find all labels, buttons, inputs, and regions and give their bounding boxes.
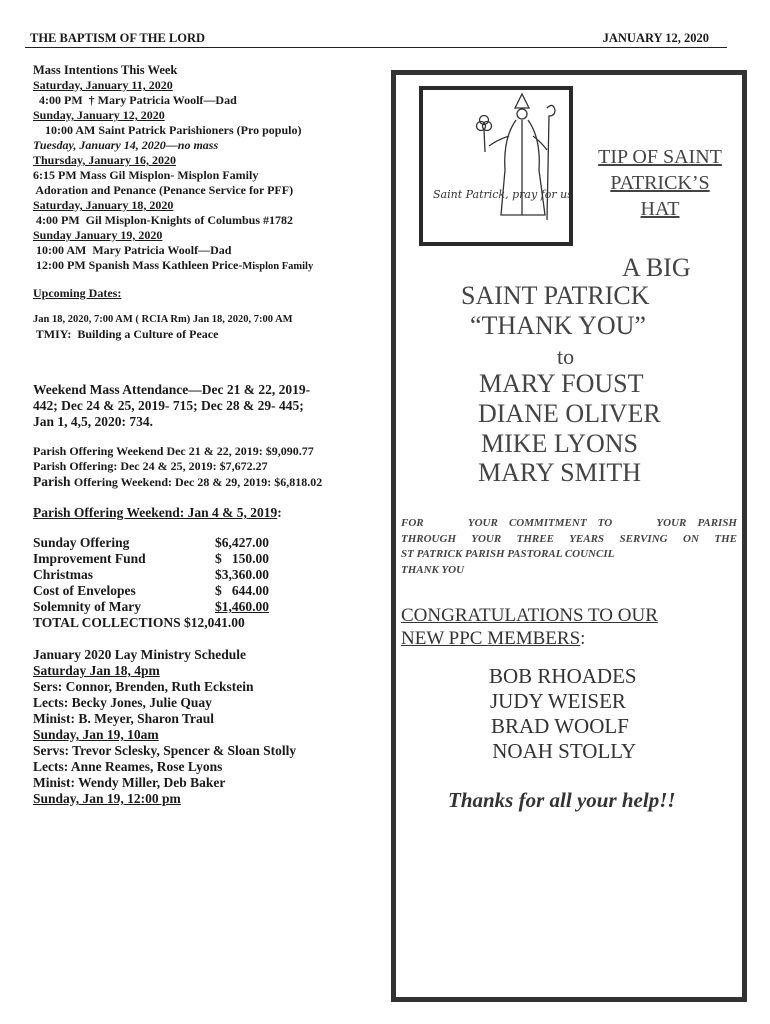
collection-label: Sunday Offering — [33, 535, 130, 550]
attendance — [33, 382, 383, 430]
intention-line: 6:15 PM Mass Gil Misplon- Misplon Family — [33, 168, 259, 182]
member-name: BOB RHOADES — [489, 664, 637, 688]
collections — [33, 505, 383, 631]
intention-text-small: Misplon Family — [242, 261, 314, 272]
collections-total: TOTAL COLLECTIONS $12,041.00 — [33, 615, 245, 630]
collection-label: Christmas — [33, 567, 93, 582]
intention-line — [33, 258, 383, 274]
collection-value: $6,427.00 — [215, 535, 269, 550]
intention-line: 10:00 AM Saint Patrick Parishioners (Pro populo) — [33, 123, 302, 137]
thank-line: DIANE OLIVER — [478, 399, 661, 428]
collection-row — [33, 583, 383, 599]
ministry-line: Servs: Trevor Sclesky, Spencer & Sloan Stolly — [33, 743, 297, 758]
offering-word: Parish — [33, 474, 74, 489]
upcoming-line: Jan 18, 2020, 7:00 AM ( RCIA Rm) Jan 18, 2020, 7:00 AM — [33, 314, 293, 325]
offering-line — [33, 474, 383, 490]
collection-row — [33, 599, 383, 615]
collections-title: Parish Offering Weekend: Jan 4 & 5, 2019 — [33, 505, 278, 520]
collection-value: $ 644.00 — [215, 583, 269, 598]
collection-row — [33, 551, 383, 567]
intention-line: Tuesday, January 14, 2020—no mass — [33, 138, 219, 152]
thank-line: MARY FOUST — [479, 369, 644, 398]
congrats-line: CONGRATULATIONS TO OUR — [401, 605, 658, 626]
commitment-line: ST PATRICK PARISH PASTORAL COUNCIL — [401, 548, 615, 560]
member-name: NOAH STOLLY — [487, 739, 637, 763]
saint-patrick-picture — [419, 86, 573, 246]
thank-line: SAINT PATRICK — [461, 281, 650, 310]
lay-ministry-title: January 2020 Lay Ministry Schedule — [33, 647, 247, 662]
collection-value: $ 150.00 — [215, 551, 269, 566]
intention-line: Saturday, January 11, 2020 — [33, 78, 173, 92]
offerings — [33, 444, 383, 490]
thank-line: “THANK YOU” — [470, 311, 646, 340]
collection-label: Cost of Envelopes — [33, 583, 136, 598]
upcoming-dates — [33, 286, 383, 342]
thanks-message: Thanks for all your help!! — [448, 788, 676, 812]
collection-row — [33, 535, 383, 551]
ministry-line: Lects: Becky Jones, Julie Quay — [33, 695, 212, 710]
intention-line: 10:00 AM Mary Patricia Woolf—Dad — [33, 243, 232, 257]
tip-line: PATRICK’S — [610, 172, 710, 194]
thank-line: MIKE LYONS — [481, 429, 639, 458]
ministry-line: Minist: Wendy Miller, Deb Baker — [33, 775, 226, 790]
tip-heading — [584, 144, 736, 222]
thank-line: to — [557, 344, 575, 369]
attendance-line: Jan 1, 4,5, 2020: 734. — [33, 414, 154, 429]
intention-line: Saturday, January 18, 2020 — [33, 198, 174, 212]
intention-text: 12:00 PM Spanish Mass Kathleen Price- — [33, 258, 243, 272]
congrats-colon: : — [580, 628, 586, 649]
tip-line: HAT — [640, 198, 680, 220]
collection-label: Solemnity of Mary — [33, 599, 141, 614]
ministry-line: Sers: Connor, Brenden, Ruth Eckstein — [33, 679, 254, 694]
upcoming-title: Upcoming Dates: — [33, 286, 122, 300]
member-name: JUDY WEISER — [490, 689, 626, 713]
offering-line: Parish Offering Weekend Dec 21 & 22, 2019: $9,090.77 — [33, 444, 314, 458]
offering-text: Offering Weekend: Dec 28 & 29, 2019: $6,818.02 — [73, 475, 323, 489]
intention-line: Adoration and Penance (Penance Service for PFF) — [33, 183, 294, 197]
collection-value: $1,460.00 — [215, 599, 269, 614]
commitment-note — [401, 516, 737, 578]
collection-row — [33, 567, 383, 583]
commitment-line: FOR YOUR COMMITMENT TO YOUR PARISH — [401, 517, 737, 529]
left-column — [33, 63, 383, 807]
ministry-line: Sunday, Jan 19, 10am — [33, 727, 159, 742]
congrats-line-2 — [401, 627, 658, 650]
intention-line: 4:00 PM Gil Misplon-Knights of Columbus #1782 — [33, 213, 294, 227]
ministry-line: Minist: B. Meyer, Sharon Traul — [33, 711, 215, 726]
ministry-line: Lects: Anne Reames, Rose Lyons — [33, 759, 223, 774]
attendance-line: Weekend Mass Attendance—Dec 21 & 22, 2019- — [33, 382, 311, 397]
collection-value: $3,360.00 — [215, 567, 269, 582]
intention-line: Thursday, January 16, 2020 — [33, 153, 177, 167]
offering-line: Parish Offering: Dec 24 & 25, 2019: $7,672.27 — [33, 459, 268, 473]
ministry-line: Saturday Jan 18, 4pm — [33, 663, 160, 678]
commitment-line: THROUGH YOUR THREE YEARS SERVING ON THE — [401, 532, 737, 545]
ministry-line: Sunday, Jan 19, 12:00 pm — [33, 791, 181, 806]
collection-label: Improvement Fund — [33, 551, 146, 566]
lay-ministry — [33, 647, 383, 807]
thank-line: MARY SMITH — [478, 458, 642, 487]
congratulations-heading — [401, 604, 658, 650]
image-caption: Saint Patrick, pray for us! — [433, 188, 569, 201]
intention-line: Sunday January 19, 2020 — [33, 228, 163, 242]
collections-title-colon: : — [277, 505, 282, 520]
thank-line: A BIG — [622, 253, 691, 282]
saint-patrick-drawing — [423, 90, 569, 242]
commitment-line: THANK YOU — [401, 563, 465, 576]
bulletin-date: JANUARY 12, 2020 — [602, 31, 709, 45]
congrats-text: NEW PPC MEMBERS — [401, 628, 581, 649]
upcoming-line: TMIY: Building a Culture of Peace — [33, 327, 219, 341]
attendance-line: 442; Dec 24 & 25, 2019- 715; Dec 28 & 29- 445; — [33, 398, 304, 413]
tip-line: TIP OF SAINT — [598, 146, 722, 168]
header-rule — [25, 47, 727, 48]
bulletin-title: THE BAPTISM OF THE LORD — [30, 31, 206, 45]
intention-line: Sunday, January 12, 2020 — [33, 108, 165, 122]
mass-intentions — [33, 63, 383, 274]
member-name: BRAD WOOLF — [491, 714, 629, 738]
mass-intentions-title: Mass Intentions This Week — [33, 63, 178, 77]
intention-line: 4:00 PM † Mary Patricia Woolf—Dad — [33, 93, 237, 107]
collections-title-row — [33, 505, 383, 521]
